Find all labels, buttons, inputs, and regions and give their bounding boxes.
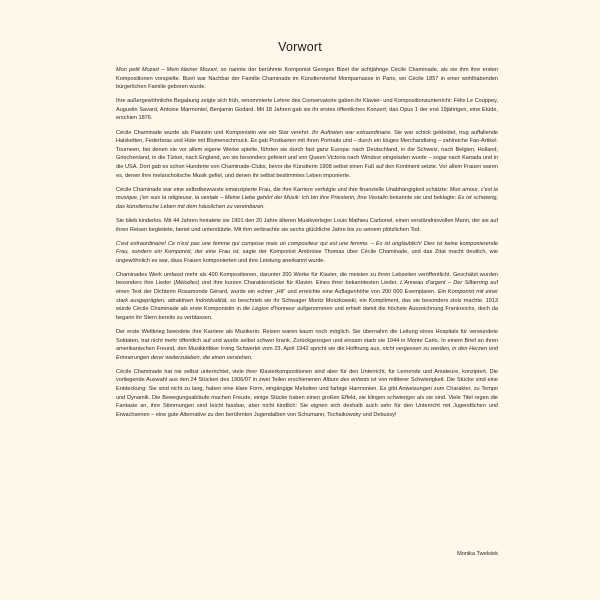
paragraph-text: Cécile Chaminade war eine selbstbewusste emanzipierte Frau, die ihre Karriere verfolgte und ihre finanzielle Unabhängigkeit schätzte: [116, 186, 450, 193]
paragraph-text: Cécile Chaminade wurde als Pianistin und Komponistin wie ein Star verehrt. [116, 129, 312, 136]
paragraph-1 [116, 66, 498, 92]
paragraph-text: Sie blieb kinderlos. Mit 44 Jahren heiratete sie 1901 den 20 Jahre älteren Musikverleger Louis Mathieu Carbonel, einen verständnisvollen Mann, der sie auf ihren Reisen begleitete, beriet und unterstützte. Mit ihm verbrachte sie sechs glückliche Jahre bis zu seinem plötzlichen Tod. [116, 217, 498, 233]
paragraph-text: Cécile Chaminade hat nie selbst unterrichtet, viele ihrer Klavierkompositionen sind aber für den Unterricht, für Lernende und Amateure, konzipiert. Die vorliegende Auswahl aus den 24 Stücken des 1906/07 in zwei Teilen erschienenen [116, 368, 498, 384]
author-signature: Monika Twelsiek [457, 551, 498, 557]
italic-quote-text: Mon amour, c'est la musique, j'en suis la religieuse, la vestale – Meine Liebe gehört der Musik: Ich bin ihre Priesterin, ihre Vestalin [116, 186, 498, 202]
italic-quote-text: Mon petit Mozart – Mein kleiner Mozart, [116, 67, 219, 73]
paragraph-text: bekannte sie und beklagte: [387, 195, 458, 202]
paragraph-text: Sie war schick gekleidet, trug auffallende Halsketten, Federboas und Hüte mit Blumenschmuck. Es gab Postkarten mit ihren Portraits und – durch ein kluges Merchandising – zahlreiche Fan-Artikel. Tourneen, bei denen sie vor allem eigene Werke spielte, führten sie durch fast ganz Europa: nach Deutschland, in die Schweiz, nach Belgien, Holland, Griechenland, in die Türkei, nach England, wo sie besonders gefeiert und von Queen Victoria nach Windsor eingeladen wurde – sogar nach Kanada und in die USA. Dort gab es schon Hunderte von Chaminade-Clubs, bevor die Künstlerin 1908 selbst einen Fuß auf den Kontinent setzte. Vor allem Frauen waren es, denen ihre melancholische Musik gefiel, und denen ihr selbst bestimmtes Leben imponierte. [116, 129, 498, 179]
italic-quote-text: Es ist schwierig, das künstlerische Leben mit dem häuslichen zu vereinbaren. [116, 195, 498, 210]
paragraph-text: so beschrieb sie ihr Schwager Moritz Moszkowski, ein Kompliment, das sie besonders stolz machte. 1913 wurde Cécile Chaminade als erste Komponistin in die [116, 297, 498, 313]
paragraph-text: Chaminades Werk umfasst mehr als 400 Kompositionen, darunter 200 Werke für Klavier, die meisten zu ihren Lebzeiten veröffentlicht. Geschätzt wurden besonders ihre Lieder ( [116, 271, 498, 287]
italic-quote-text: L'Anneau d'argent – Der Silberring [400, 280, 488, 287]
page-title: Vorwort [278, 40, 322, 54]
paragraph-text: ) und ihre kurzen Charakterstücke für Klavier. Eines ihrer bekanntesten Lieder, [197, 280, 401, 287]
italic-quote-text: Mélodies [175, 280, 198, 287]
preface-body [116, 66, 498, 425]
paragraph-text: ist von mittlerer Schwierigkeit. Die Stücke sind eine Entdeckung: Sie sind nicht zu lang, haben eine klare Form, eingängige Melodien und farbige Harmonien. Es gibt Anweisungen zum Charakter, zu Tempo und Dynamik. Die Bewegungsabläufe machen Freude, einige Stücke haben einen großen Effekt, sie klingen schwieriger als sie sind. Viele Titel regen die Fantasie an, ihre Stimmungen sind leicht fassbar, aber nicht kindlich: Sie eignen sich deshalb auch sehr für den Unterricht mit Jugendlichen und Erwachsenen – eine gute Alternative zu den berühmten Jugendalben von Schumann, Tschaikowsky und Debussy! [116, 377, 498, 418]
italic-quote-text: nicht vergessen zu werden, in den Herzen und Erinnerungen derer weiterzuleben, die einen verstehen. [116, 346, 498, 361]
paragraph-6 [116, 240, 498, 266]
italic-quote-text: Album des enfants [322, 377, 370, 384]
paragraph-text: Der erste Weltkrieg beendete ihre Karriere als Musikerin. Reisen waren kaum noch möglich. Sie übernahm die Leitung eines Hospitals für verwundete Soldaten, trat nicht mehr öffentlich auf und wurde selbst schwer krank. Zurückgezogen und einsam starb sie 1944 in Monte Carlo. In einem Brief an ihren amerikanischen Freund, den Musikkritiker Irving Schwerké vom 23. April 1942 spricht sie die Hoffnung aus, [116, 328, 498, 353]
paragraph-text: Ihre außergewöhnliche Begabung zeigte sich früh, renommierte Lehrer des Conservatoire gaben ihr Klavier- und Kompositionsunterricht: Félix Le Couppey, Augustin Savard, Antoine Marmontel, Benjamin Godard. Mit 18 Jahren gab sie ihr erstes öffentliches Konzert; das Opus 1 der erst 19jährigen, eine Etüde, erschien 1876. [116, 98, 498, 122]
paragraph-4 [116, 186, 498, 212]
italic-quote-text: Ihr Auftreten war extraordinaire. [312, 129, 392, 136]
italic-quote-text: Ein Komponist mit einer stark ausgeprägten, attraktiven Individualität, [116, 289, 498, 304]
paragraph-5 [116, 217, 498, 234]
paragraph-7 [116, 271, 498, 323]
paragraph-2 [116, 97, 498, 123]
paragraph-3 [116, 129, 498, 181]
paragraph-text: auf einen Text der Dichterin Rosamonde Gérard, wurde ein echter „Hit" und erreichte eine Auflagenhöhe von 200 000 Exemplaren. [116, 280, 498, 296]
italic-quote-text: Légion d'honneur [252, 306, 296, 313]
paragraph-9 [116, 368, 498, 420]
paragraph-text: sagte der Komponist Ambroise Thomas über Cécile Chaminade, und das Zitat macht deutlich, wie ungewöhnlich es war, dass Frauen komponierten und ihre Leistung anerkannt wurde. [116, 249, 498, 264]
paragraph-text: so nannte der berühmte Komponist Georges Bizet die achtjährige Cécile Chaminade, als sie ihm ihre ersten Kompositionen vorspielte. Bizet war Nachbar der Familie Chaminade im Künstlerviertel Montparnasse in Paris, wo Cécile 1857 in einer wohlhabenden bürgerlichen Familie geboren wurde. [116, 67, 498, 91]
paragraph-text: aufgenommen und erhielt damit die höchste Auszeichnung Frankreichs, doch da begann ihr Stern bereits zu verblassen. [116, 306, 499, 321]
paragraph-8 [116, 328, 498, 362]
italic-quote-text: C'est extraordinaire! Ce n'est pas une femme qui compose mais un compositeur qui est une femme. – Es ist unglaublich! Dies ist keine komponierende Frau, sondern ein Komponist, der eine Frau ist, [116, 240, 498, 256]
